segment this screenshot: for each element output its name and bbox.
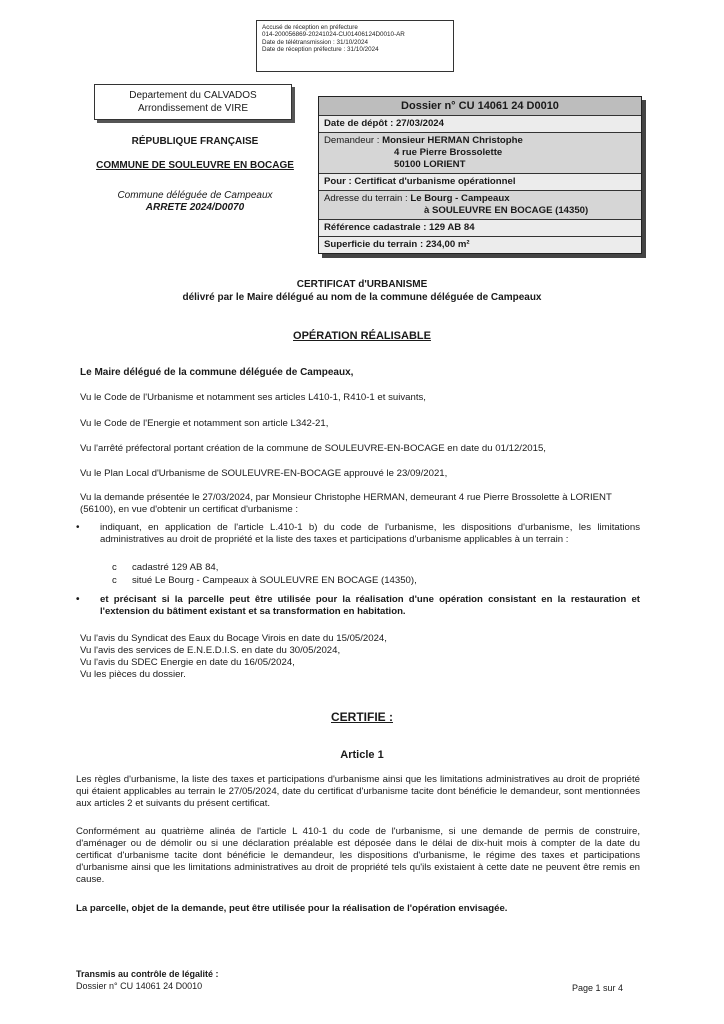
arrondissement-line: Arrondissement de VIRE	[137, 103, 249, 114]
visa-demande: Vu la demande présentée le 27/03/2024, par Monsieur Christophe HERMAN, demeurant 4 rue Pierre Brossolette à LORIENT (56100), en vue d'obtenir un certificat d'urbanisme :	[80, 492, 612, 515]
avis-sdec: Vu l'avis du SDEC Energie en date du 16/05/2024,	[80, 657, 295, 668]
avis-enedis: Vu l'avis des services de E.N.E.D.I.S. en date du 30/05/2024,	[80, 645, 341, 656]
adresse-line-2: à SOULEUVRE EN BOCAGE (14350)	[424, 205, 589, 216]
demandeur-city: 50100 LORIENT	[394, 159, 466, 170]
article-1-paragraph-2: Conformément au quatrième alinéa de l'article L 410-1 du code de l'urbanisme, si une demande de permis de construire, d'aménager ou de démolir ou si une déclaration préalable est déposée dans le délai de dix-huit mois à compter de la date du certificat d'urbanisme tacite dont bénéficie le demandeur, les dispositions d'urbanisme, le régime des taxes et participations d'urbanisme ainsi que les limitations administratives au droit de propriété tels qu'ils existaient à cette date ne peuvent être remis en cause.	[76, 826, 640, 885]
demandeur-label: Demandeur :	[324, 135, 383, 146]
sub-situe: situé Le Bourg - Campeaux à SOULEUVRE EN BOCAGE (14350),	[132, 575, 417, 586]
visa-code-energie: Vu le Code de l'Energie et notamment son article L342-21,	[80, 418, 329, 429]
stamp-line: Date de télétransmission : 31/10/2024	[262, 38, 369, 46]
reference-cadastrale: Référence cadastrale : 129 AB 84	[319, 219, 641, 236]
adresse-block	[319, 190, 641, 219]
department-line: Departement du CALVADOS	[129, 90, 257, 101]
circle-bullet-icon: c	[112, 562, 117, 573]
visa-arrete-prefectoral: Vu l'arrêté préfectoral portant création de la commune de SOULEUVRE-EN-BOCAGE en date du 01/12/2015,	[80, 443, 546, 454]
visa-plu: Vu le Plan Local d'Urbanisme de SOULEUVRE-EN-BOCAGE approuvé le 23/09/2021,	[80, 468, 448, 479]
date-depot: Date de dépôt : 27/03/2024	[319, 115, 641, 132]
dossier-title: Dossier n° CU 14061 24 D0010	[319, 97, 641, 115]
article-1-paragraph-1: Les règles d'urbanisme, la liste des taxes et participations d'urbanisme ainsi que les limitations administratives au droit de propriété qui étaient applicables au terrain le 27/05/2024, date du certificat d'urbanisme tacite dont bénéficie le demandeur, sont mentionnées aux articles 2 et suivants du présent certificat.	[76, 774, 640, 809]
stamp-line: Date de réception préfecture : 31/10/2024	[262, 46, 379, 54]
superficie: Superficie du terrain : 234,00 m²	[319, 236, 641, 253]
bullet-precisant: et précisant si la parcelle peut être utilisée pour la réalisation d'une opération consistant en la restauration et l'extension du bâtiment existant et sa transformation en habitation.	[100, 594, 640, 617]
stamp-line: 014-200056869-20241024-CU01406124D0010-AR	[262, 31, 405, 39]
bullet-icon: •	[76, 522, 80, 533]
maire-heading: Le Maire délégué de la commune déléguée de Campeaux,	[80, 367, 354, 378]
certifie-heading: CERTIFIE :	[331, 710, 393, 724]
demandeur-street: 4 rue Pierre Brossolette	[394, 147, 503, 158]
arrete-number: ARRETE 2024/D0070	[145, 202, 245, 213]
page-number: Page 1 sur 4	[572, 983, 624, 993]
department-box	[94, 84, 292, 120]
sub-cadastre: cadastré 129 AB 84,	[132, 562, 219, 573]
visa-pieces: Vu les pièces du dossier.	[80, 669, 186, 680]
reception-stamp	[256, 20, 454, 72]
article-1-paragraph-3: La parcelle, objet de la demande, peut être utilisée pour la réalisation de l'opération envisagée.	[76, 903, 508, 914]
commune-heading: COMMUNE DE SOULEUVRE EN BOCAGE	[96, 160, 294, 171]
adresse-label: Adresse du terrain :	[324, 193, 411, 204]
circle-bullet-icon: c	[112, 575, 117, 586]
certificat-title: CERTIFICAT d'URBANISME	[296, 279, 428, 290]
demandeur-block	[319, 132, 641, 173]
avis-syndicat: Vu l'avis du Syndicat des Eaux du Bocage Virois en date du 15/05/2024,	[80, 633, 387, 644]
bullet-icon: •	[76, 594, 80, 605]
certificat-subtitle: délivré par le Maire délégué au nom de la commune déléguée de Campeaux	[182, 292, 542, 303]
commune-deleguee: Commune déléguée de Campeaux	[117, 190, 273, 201]
republic-heading: RÉPUBLIQUE FRANÇAISE	[131, 136, 259, 147]
visa-code-urbanisme: Vu le Code de l'Urbanisme et notamment ses articles L410-1, R410-1 et suivants,	[80, 392, 426, 403]
pour-line: Pour : Certificat d'urbanisme opérationnel	[319, 173, 641, 190]
footer-dossier: Dossier n° CU 14061 24 D0010	[76, 981, 203, 991]
bullet-indiquant: indiquant, en application de l'article L.410-1 b) du code de l'urbanisme, les dispositions d'urbanisme, les limitations administratives au droit de propriété et la liste des taxes et participations d'urbanisme applicables à un terrain :	[100, 522, 640, 545]
article-1-heading: Article 1	[340, 749, 384, 761]
stamp-line: Accusé de réception en préfecture	[262, 24, 358, 31]
footer-transmis: Transmis au contrôle de légalité :	[76, 969, 219, 979]
dossier-box	[318, 96, 642, 254]
adresse-line-1: Le Bourg - Campeaux	[410, 193, 510, 204]
operation-status: OPÉRATION RÉALISABLE	[293, 330, 431, 342]
demandeur-name: Monsieur HERMAN Christophe	[382, 135, 523, 146]
